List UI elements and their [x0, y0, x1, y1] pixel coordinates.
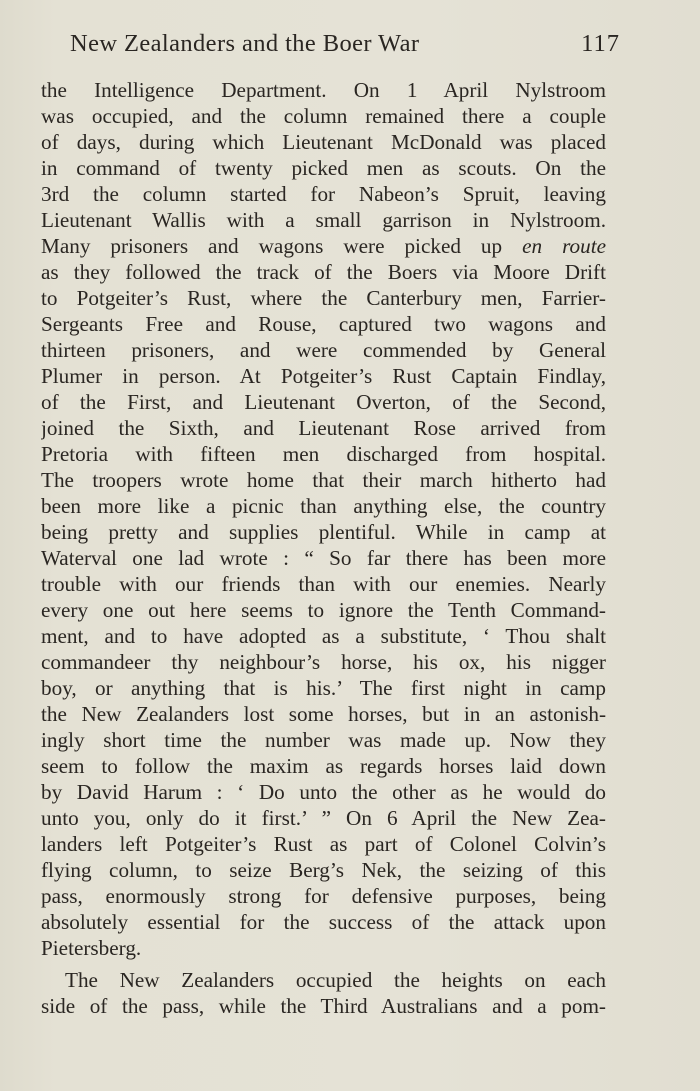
text-line: ment, and to have adopted as a substitute, ‘ Thou shalt — [41, 624, 606, 648]
text-line: landers left Potgeiter’s Rust as part of Colonel Colvin’s — [41, 832, 606, 856]
text-line: The New Zealanders occupied the heights on each — [65, 968, 606, 992]
body-text — [41, 77, 606, 1019]
text-line: the Intelligence Department. On 1 April Nylstroom — [41, 78, 606, 102]
text-line: been more like a picnic than anything else, the country — [41, 494, 606, 518]
text-line: side of the pass, while the Third Australians and a pom- — [41, 994, 606, 1018]
text-line: every one out here seems to ignore the Tenth Command- — [41, 598, 606, 622]
page-header-title: New Zealanders and the Boer War — [70, 30, 420, 57]
text-line: The troopers wrote home that their march hitherto had — [41, 468, 606, 492]
text-line: Pretoria with fifteen men discharged from hospital. — [41, 442, 606, 466]
text-line: was occupied, and the column remained there a couple — [41, 104, 606, 128]
text-line: of days, during which Lieutenant McDonald was placed — [41, 130, 606, 154]
text-line: Pietersberg. — [41, 936, 142, 960]
text-line: the New Zealanders lost some horses, but in an astonish- — [41, 702, 606, 726]
text-line: to Potgeiter’s Rust, where the Canterbury men, Farrier- — [41, 286, 606, 310]
text-line: joined the Sixth, and Lieutenant Rose arrived from — [41, 416, 606, 440]
text-line: absolutely essential for the success of the attack upon — [41, 910, 606, 934]
text-line: Plumer in person. At Potgeiter’s Rust Captain Findlay, — [41, 364, 606, 388]
page-number: 117 — [581, 30, 620, 57]
text-line: in command of twenty picked men as scouts. On the — [41, 156, 606, 180]
text-line: flying column, to seize Berg’s Nek, the seizing of this — [41, 858, 606, 882]
text-line: commandeer thy neighbour’s horse, his ox, his nigger — [41, 650, 606, 674]
text-line: pass, enormously strong for defensive purposes, being — [41, 884, 606, 908]
text-line: Lieutenant Wallis with a small garrison in Nylstroom. — [41, 208, 606, 232]
text-line: Waterval one lad wrote : “ So far there has been more — [41, 546, 606, 570]
text-line: trouble with our friends than with our enemies. Nearly — [41, 572, 606, 596]
text-line: seem to follow the maxim as regards horses laid down — [41, 754, 606, 778]
text-line: boy, or anything that is his.’ The first night in camp — [41, 676, 606, 700]
text-line: by David Harum : ‘ Do unto the other as he would do — [41, 780, 606, 804]
text-line: unto you, only do it first.’ ” On 6 April the New Zea- — [41, 806, 606, 830]
italic-phrase: en route — [522, 234, 606, 258]
text-line: of the First, and Lieutenant Overton, of the Second, — [41, 390, 606, 414]
text-line: ingly short time the number was made up. Now they — [41, 728, 606, 752]
text-line: 3rd the column started for Nabeon’s Spruit, leaving — [41, 182, 606, 206]
text-line: Sergeants Free and Rouse, captured two wagons and — [41, 312, 606, 336]
running-head — [70, 30, 620, 64]
text-line: thirteen prisoners, and were commended by General — [41, 338, 606, 362]
text-line-lead: Many prisoners and wagons were picked up — [41, 234, 503, 258]
text-line: being pretty and supplies plentiful. While in camp at — [41, 520, 606, 544]
text-line: as they followed the track of the Boers via Moore Drift — [41, 260, 606, 284]
text-line — [41, 233, 606, 259]
